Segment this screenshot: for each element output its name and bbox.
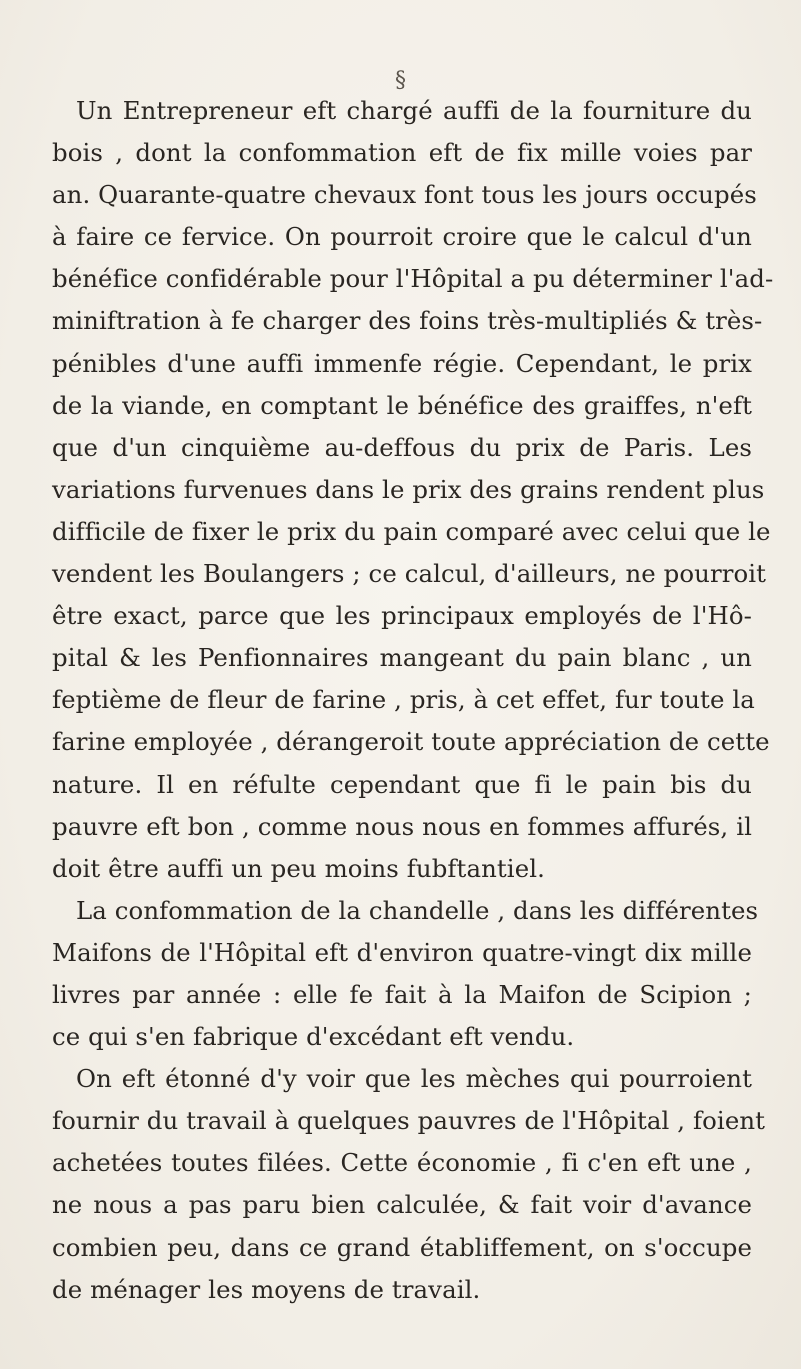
text-line: combien peu, dans ce grand établiffement, on s'occupe bbox=[52, 1232, 752, 1262]
text-line: miniftration à fe charger des foins très-multipliés & très- bbox=[52, 306, 763, 336]
text-line: pauvre eft bon , comme nous nous en fommes affurés, il bbox=[52, 811, 752, 841]
text-line: pénibles d'une auffi immenfe régie. Cependant, le prix bbox=[52, 348, 752, 378]
text-line: ce qui s'en fabrique d'excédant eft vendu. bbox=[52, 1022, 575, 1052]
body-text bbox=[52, 90, 774, 1311]
signature-mark: § bbox=[395, 68, 406, 93]
text-line: de ménager les moyens de travail. bbox=[52, 1274, 481, 1304]
text-line: ne nous a pas paru bien calculée, & fait voir d'avance bbox=[52, 1190, 752, 1220]
text-line: variations furvenues dans le prix des grains rendent plus bbox=[52, 474, 765, 504]
text-line: que d'un cinquième au-deffous du prix de Paris. Les bbox=[52, 432, 752, 462]
text-line: à faire ce fervice. On pourroit croire que le calcul d'un bbox=[52, 222, 752, 252]
text-line: Maifons de l'Hôpital eft d'environ quatre-vingt dix mille bbox=[52, 937, 752, 967]
text-line: pital & les Penfionnaires mangeant du pain blanc , un bbox=[52, 643, 752, 673]
text-line: bénéfice confidérable pour l'Hôpital a pu déterminer l'ad- bbox=[52, 264, 774, 294]
text-line: nature. Il en réfulte cependant que fi le pain bis du bbox=[52, 769, 752, 799]
text-line: fournir du travail à quelques pauvres de l'Hôpital , foient bbox=[52, 1106, 766, 1136]
text-line: feptième de fleur de farine , pris, à cet effet, fur toute la bbox=[52, 685, 755, 715]
text-line: être exact, parce que les principaux employés de l'Hô- bbox=[52, 601, 752, 631]
text-line: vendent les Boulangers ; ce calcul, d'ailleurs, ne pourroit bbox=[52, 559, 767, 589]
text-line: On eft étonné d'y voir que les mèches qui pourroient bbox=[76, 1064, 752, 1094]
text-line: Un Entrepreneur eft chargé auffi de la fourniture du bbox=[76, 96, 752, 125]
text-line: de la viande, en comptant le bénéfice des graiffes, n'eft bbox=[52, 390, 752, 420]
text-line: an. Quarante-quatre chevaux font tous les jours occupés bbox=[52, 180, 757, 210]
text-line: difficile de fixer le prix du pain comparé avec celui que le bbox=[52, 516, 771, 546]
text-line: achetées toutes filées. Cette économie , fi c'en eft une , bbox=[52, 1148, 752, 1178]
text-line: farine employée , dérangeroit toute appréciation de cette bbox=[52, 727, 770, 757]
text-line: La confommation de la chandelle , dans les différentes bbox=[76, 895, 759, 925]
text-line: bois , dont la confommation eft de fix mille voies par bbox=[52, 138, 752, 168]
text-line: doit être auffi un peu moins fubftantiel. bbox=[52, 853, 545, 883]
text-line: livres par année : elle fe fait à la Maifon de Scipion ; bbox=[52, 979, 752, 1009]
